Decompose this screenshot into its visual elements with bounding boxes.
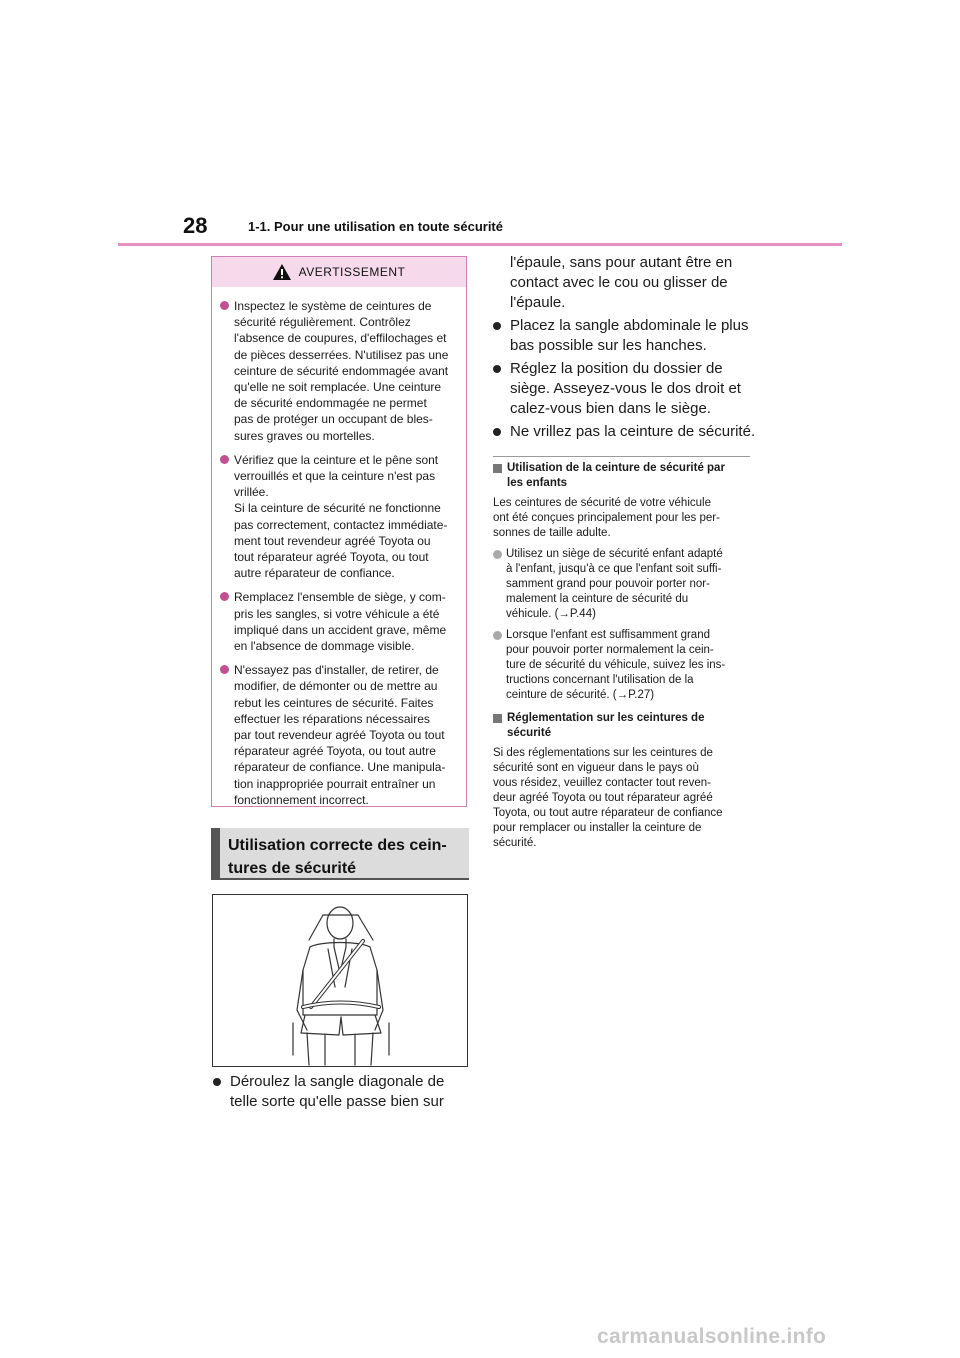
- children-section: [493, 461, 755, 851]
- list-item: [493, 628, 755, 703]
- list-item-text: Lorsque l'enfant est suffisamment grand pour pouvoir porter normalement la cein- ture de sécurité du véhicule, suivez les ins- tructions concernant l'utilisation de la ceinture de sécurité. (→P.27): [506, 629, 726, 701]
- bullet-dot-icon: [213, 1072, 230, 1092]
- left-bullet-list: [213, 1072, 463, 1112]
- section-divider: [493, 456, 750, 457]
- watermark: carmanualsonline.info: [597, 1325, 827, 1348]
- warning-title: AVERTISSEMENT: [298, 265, 406, 279]
- square-bullet-icon: [493, 714, 502, 723]
- bullet-dot-icon: [493, 359, 510, 379]
- list-item: [493, 547, 755, 622]
- regulation-text: Si des réglementations sur les ceintures de sécurité sont en vigueur dans le pays où vous résidez, veuillez contacter tout reven- deur agréé Toyota ou tout réparateur agréé Toyota, ou tout autre réparateur de confiance pour remplacer ou installer la ceinture de sécurité.: [493, 747, 723, 849]
- right-bullet-list: [493, 253, 763, 442]
- warning-item-text: Vérifiez que la ceinture et le pêne sont verrouillés et que la ceinture n'est pas vrillée. Si la ceinture de sécurité ne fonctionne pas correctement, contactez immédiate- ment tout revendeur agréé Toyota ou tout réparateur agréé Toyota, ou tout autre réparateur de confiance.: [234, 452, 448, 581]
- warning-item-text: Inspectez le système de ceintures de sécurité régulièrement. Contrôlez l'absence de coupures, d'effilochages et de pièces desserrées. N'utilisez pas une ceinture de sécurité endommagée avant qu'elle ne soit remplacée. Une ceinture de sécurité endommagée ne permet pas de protéger un occupant de bles- sures graves ou mortelles.: [234, 299, 449, 443]
- regulation-heading: Réglementation sur les ceintures de sécurité: [493, 711, 755, 741]
- warning-triangle-icon: [273, 264, 291, 280]
- warning-item-text: N'essayez pas d'installer, de retirer, de modifier, de démonter ou de mettre au rebut les ceintures de sécurité. Faites effectuer les réparations nécessaires par tout revendeur agréé Toyota ou tout réparateur agréé Toyota, ou tout autre réparateur de confiance. Une manipula- tion inappropriée pourrait entraîner un fonctionnement incorrect.: [234, 663, 446, 807]
- warning-item: [220, 452, 456, 582]
- page-number: 28: [183, 213, 208, 238]
- continuation-text: l'épaule, sans pour autant être en contact avec le cou ou glisser de l'épaule.: [510, 254, 733, 311]
- list-item: [493, 316, 763, 356]
- list-item-text: Placez la sangle abdominale le plus bas possible sur les hanches.: [510, 317, 749, 354]
- list-item-text: Utilisez un siège de sécurité enfant adapté à l'enfant, jusqu'à ce que l'enfant soit suffi- samment grand pour pouvoir porter nor- malement la ceinture de sécurité du véhicule. (→P.44): [506, 548, 723, 620]
- bullet-dot-icon: [493, 316, 510, 336]
- bullet-dot-icon: [220, 301, 234, 444]
- bullet-dot-icon: [493, 550, 506, 622]
- bullet-dot-icon: [220, 455, 234, 582]
- list-item-text: Déroulez la sangle diagonale de telle sorte qu'elle passe bien sur: [230, 1073, 445, 1110]
- children-intro: Les ceintures de sécurité de votre véhicule ont été conçues principalement pour les per- sonnes de taille adulte.: [493, 497, 720, 539]
- list-item-text: Ne vrillez pas la ceinture de sécurité.: [510, 423, 756, 440]
- seat-belt-illustration: [212, 894, 468, 1067]
- warning-item: [220, 662, 456, 808]
- seated-person-icon: [213, 895, 467, 1066]
- list-item: [493, 359, 763, 419]
- children-heading: Utilisation de la ceinture de sécurité par les enfants: [493, 461, 755, 491]
- square-bullet-icon: [493, 464, 502, 473]
- bullet-dot-icon: [220, 665, 234, 808]
- section-title: 1-1. Pour une utilisation en toute sécurité: [248, 219, 503, 234]
- bullet-dot-icon: [493, 422, 510, 442]
- warning-body: [212, 287, 466, 808]
- warning-item: [220, 589, 456, 654]
- list-item-continuation: [493, 253, 763, 313]
- warning-item-text: Remplacez l'ensemble de siège, y com- pris les sangles, si votre véhicule a été impliqué dans un accident grave, même en l'absence de dommage visible.: [234, 590, 447, 654]
- list-item-text: Réglez la position du dossier de siège. Asseyez-vous le dos droit et calez-vous bien dans le siège.: [510, 360, 741, 417]
- warning-header: [212, 257, 466, 287]
- section-heading: Utilisation correcte des cein- tures de sécurité: [211, 828, 469, 880]
- list-item: [493, 422, 763, 442]
- warning-box: [211, 256, 467, 807]
- bullet-dot-icon: [220, 592, 234, 654]
- list-item: [213, 1072, 463, 1112]
- header-divider: [118, 243, 842, 246]
- warning-item: [220, 298, 456, 444]
- bullet-dot-icon: [493, 631, 506, 703]
